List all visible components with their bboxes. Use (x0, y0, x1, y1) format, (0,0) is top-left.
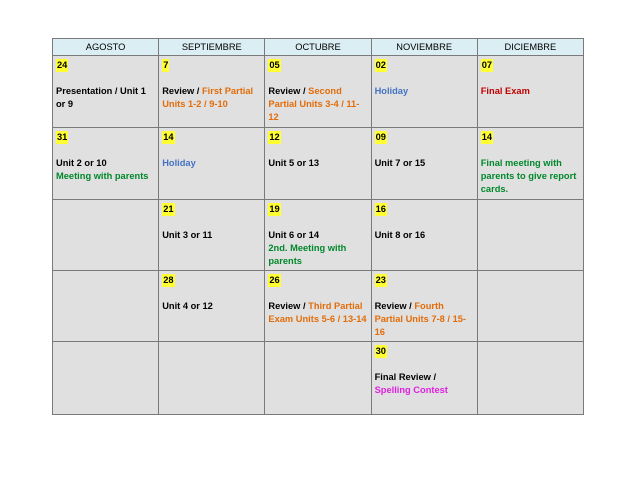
header-diciembre: DICIEMBRE (477, 39, 583, 56)
header-row (53, 39, 584, 56)
cell-text-line (162, 300, 261, 313)
table-row (53, 271, 584, 342)
cell-text-line (375, 300, 474, 339)
calendar-table (52, 38, 584, 415)
table-cell (159, 342, 265, 415)
cell-text: Unit 5 or 13 (268, 158, 320, 168)
cell-text-line (375, 157, 474, 170)
cell-text: Final Review / (374, 372, 437, 382)
date-label: 7 (163, 60, 169, 70)
cell-text-line (268, 157, 367, 170)
table-cell (265, 200, 371, 271)
cell-text: Presentation / Unit 1 or 9 (56, 86, 146, 109)
cell-text: Final Exam (480, 86, 530, 96)
date-label: 09 (375, 132, 386, 142)
cell-text-line (375, 85, 474, 98)
date-label: 19 (269, 204, 280, 214)
cell-text: Holiday (374, 86, 409, 96)
table-cell (477, 128, 583, 200)
date-label: 14 (481, 132, 493, 142)
date-label: 23 (375, 275, 386, 285)
table-cell (265, 342, 371, 415)
table-cell (53, 128, 159, 200)
cell-text: Second Partial Units 3-4 / 11-12 (268, 86, 360, 122)
table-cell (159, 128, 265, 200)
cell-text: Review / (374, 301, 415, 311)
header-agosto: AGOSTO (53, 39, 159, 56)
date-label: 05 (269, 60, 280, 70)
cell-text: Unit 6 or 14 (268, 230, 320, 240)
date-label: 31 (57, 132, 68, 142)
cell-text-line (268, 300, 367, 326)
header-noviembre: NOVIEMBRE (371, 39, 477, 56)
table-cell (477, 200, 583, 271)
cell-text: Review / (268, 301, 309, 311)
cell-text: Unit 2 or 10 (56, 158, 107, 168)
table-cell (53, 342, 159, 415)
table-cell (477, 56, 583, 128)
table-cell (159, 271, 265, 342)
cell-text: Unit 7 or 15 (374, 158, 426, 168)
table-cell (477, 342, 583, 415)
date-label: 16 (375, 204, 386, 214)
cell-text-line (268, 85, 367, 124)
cell-text: Review / (162, 86, 202, 96)
table-row (53, 342, 584, 415)
date-label: 24 (57, 60, 68, 70)
cell-text-line (56, 170, 155, 183)
table-cell (371, 271, 477, 342)
table-cell (371, 342, 477, 415)
date-label: 30 (375, 346, 386, 356)
cell-text-line (481, 85, 580, 98)
cell-text: Spelling Contest (374, 385, 448, 395)
table-cell (371, 200, 477, 271)
table-cell (53, 271, 159, 342)
cell-text-line (375, 371, 474, 397)
table-cell (265, 56, 371, 128)
table-cell (265, 128, 371, 200)
table-cell (265, 271, 371, 342)
date-label: 21 (163, 204, 174, 214)
cell-text: Unit 4 or 12 (162, 301, 213, 311)
date-label: 07 (481, 60, 493, 70)
cell-text: Unit 3 or 11 (162, 230, 213, 240)
cell-text-line (162, 85, 261, 111)
cell-text-line (375, 229, 474, 242)
cell-text: Holiday (162, 158, 196, 168)
cell-text: First Partial Units 1-2 / 9-10 (162, 86, 254, 109)
table-cell (53, 56, 159, 128)
table-row (53, 128, 584, 200)
date-label: 12 (269, 132, 280, 142)
cell-text: Review / (268, 86, 309, 96)
date-label: 26 (269, 275, 280, 285)
table-cell (371, 56, 477, 128)
cell-text: 2nd. Meeting with parents (268, 243, 347, 266)
table-cell (53, 200, 159, 271)
table-cell (477, 271, 583, 342)
table-row (53, 200, 584, 271)
cell-text-line (162, 157, 261, 170)
cell-text-line (56, 85, 155, 111)
cell-text-line (56, 157, 155, 170)
header-octubre: OCTUBRE (265, 39, 371, 56)
date-label: 14 (163, 132, 174, 142)
date-label: 02 (375, 60, 386, 70)
header-septiembre: SEPTIEMBRE (159, 39, 265, 56)
cell-text-line (268, 229, 367, 242)
table-cell (371, 128, 477, 200)
cell-text: Unit 8 or 16 (374, 230, 426, 240)
cell-text: Third Partial Exam Units 5-6 / 13-14 (268, 301, 367, 324)
cell-text-line (268, 242, 367, 268)
table-row (53, 56, 584, 128)
cell-text: Meeting with parents (56, 171, 149, 181)
cell-text-line (162, 229, 261, 242)
cell-text: Final meeting with parents to give report cards. (480, 158, 577, 194)
table-cell (159, 56, 265, 128)
cell-text: Fourth Partial Units 7-8 / 15-16 (374, 301, 467, 337)
cell-text-line (481, 157, 580, 196)
date-label: 28 (163, 275, 174, 285)
table-cell (159, 200, 265, 271)
